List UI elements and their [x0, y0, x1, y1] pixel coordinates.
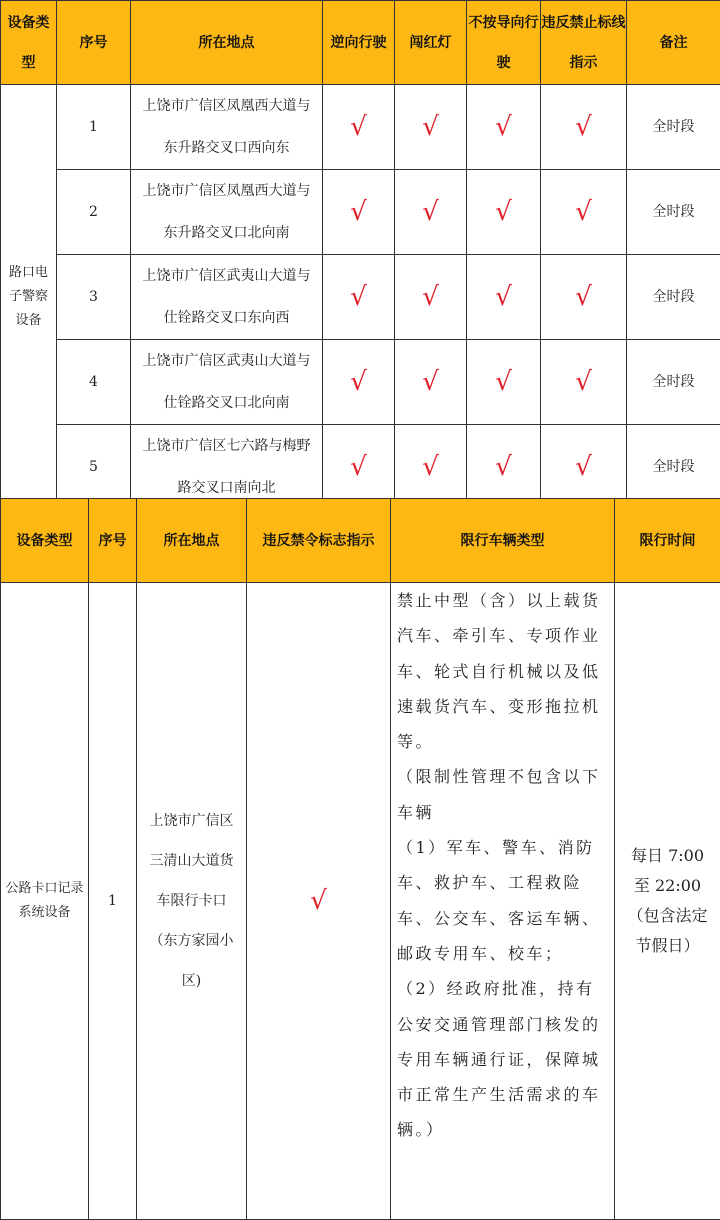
note-cell: 全时段 — [627, 170, 720, 255]
check-icon: √ — [323, 170, 395, 255]
header-device-type: 设备类型 — [1, 499, 89, 583]
header-line: 违反禁止标线指示 — [541, 1, 627, 85]
check-icon: √ — [395, 425, 467, 510]
header-red-light: 闯红灯 — [395, 1, 467, 85]
check-icon: √ — [467, 425, 541, 510]
check-icon: √ — [541, 425, 627, 510]
check-icon: √ — [395, 85, 467, 170]
header-vehicle-types: 限行车辆类型 — [391, 499, 615, 583]
note-cell: 全时段 — [627, 340, 720, 425]
header-wrong-way: 逆向行驶 — [323, 1, 395, 85]
check-icon: √ — [541, 340, 627, 425]
header-device-type: 设备类型 — [1, 1, 57, 85]
note-cell: 全时段 — [627, 255, 720, 340]
location-cell: 上饶市广信区凤凰西大道与东升路交叉口北向南 — [131, 170, 323, 255]
check-icon: √ — [467, 340, 541, 425]
location-cell: 上饶市广信区武夷山大道与仕铨路交叉口北向南 — [131, 340, 323, 425]
device-type-cell: 路口电子警察设备 — [1, 85, 57, 510]
check-icon: √ — [395, 170, 467, 255]
check-icon: √ — [467, 85, 541, 170]
vehicle-types-cell — [391, 583, 615, 1220]
header-time: 限行时间 — [615, 499, 720, 583]
seq-cell: 3 — [57, 255, 131, 340]
check-icon: √ — [541, 85, 627, 170]
check-icon: √ — [541, 255, 627, 340]
check-icon: √ — [395, 255, 467, 340]
check-icon: √ — [467, 255, 541, 340]
location-cell: 上饶市广信区凤凰西大道与东升路交叉口西向东 — [131, 85, 323, 170]
table-row — [1, 255, 720, 340]
header-lane: 不按导向行驶 — [467, 1, 541, 85]
seq-cell: 1 — [57, 85, 131, 170]
check-icon: √ — [247, 583, 391, 1220]
header-location: 所在地点 — [131, 1, 323, 85]
table-row — [1, 85, 720, 170]
seq-cell: 1 — [89, 583, 137, 1220]
note-cell: 全时段 — [627, 425, 720, 510]
header-seq: 序号 — [57, 1, 131, 85]
location-cell: 上饶市广信区三清山大道货车限行卡口（东方家园小区) — [137, 583, 247, 1220]
time-cell: 每日 7:00 至 22:00（包含法定节假日） — [615, 583, 720, 1220]
header-location: 所在地点 — [137, 499, 247, 583]
seq-cell: 2 — [57, 170, 131, 255]
header-sign: 违反禁令标志指示 — [247, 499, 391, 583]
table2-header-row — [1, 499, 720, 583]
vehicle-types-line: （2）经政府批准，持有公安交通管理部门核发的专用车辆通行证，保障城市正常生产生活需求的车辆。） — [397, 971, 608, 1147]
check-icon: √ — [323, 255, 395, 340]
check-icon: √ — [323, 340, 395, 425]
vehicle-types-line: 禁止中型（含）以上载货汽车、牵引车、专项作业车、轮式自行机械以及低速载货汽车、变形拖拉机等。 — [397, 583, 608, 759]
check-icon: √ — [323, 425, 395, 510]
check-icon: √ — [467, 170, 541, 255]
header-note: 备注 — [627, 1, 720, 85]
seq-cell: 5 — [57, 425, 131, 510]
device-type-cell: 公路卡口记录系统设备 — [1, 583, 89, 1220]
table1-header-row — [1, 1, 720, 85]
note-cell: 全时段 — [627, 85, 720, 170]
location-cell: 上饶市广信区武夷山大道与仕铨路交叉口东向西 — [131, 255, 323, 340]
enforcement-table-checkpoint — [0, 498, 720, 1220]
check-icon: √ — [395, 340, 467, 425]
header-seq: 序号 — [89, 499, 137, 583]
check-icon: √ — [323, 85, 395, 170]
check-icon: √ — [541, 170, 627, 255]
seq-cell: 4 — [57, 340, 131, 425]
vehicle-types-line: （限制性管理不包含以下车辆 — [397, 759, 608, 830]
table-row — [1, 340, 720, 425]
table-row — [1, 170, 720, 255]
enforcement-table-signals — [0, 0, 720, 510]
table-row — [1, 425, 720, 510]
table-row — [1, 583, 720, 1220]
vehicle-types-line: （1）军车、警车、消防车、救护车、工程救险车、公交车、客运车辆、邮政专用车、校车； — [397, 830, 608, 971]
location-cell: 上饶市广信区七六路与梅野路交叉口南向北 — [131, 425, 323, 510]
